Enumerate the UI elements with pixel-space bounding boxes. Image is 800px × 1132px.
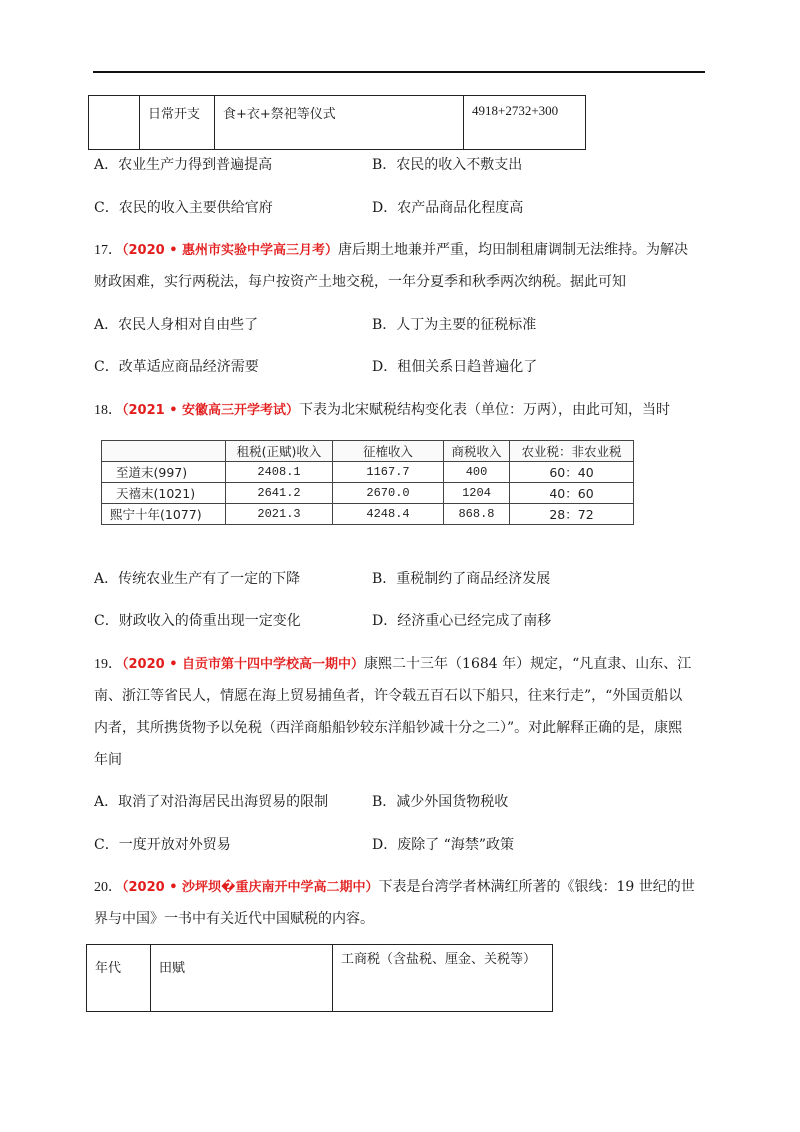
table-cell: 28：72	[510, 504, 634, 525]
table-cell: 400	[444, 462, 510, 483]
table-cell	[89, 96, 140, 150]
q19-option-d: D．废除了 “海禁”政策	[372, 837, 514, 853]
q16-option-a: A．农业生产力得到普遍提高	[94, 157, 273, 173]
table-cell: 2670.0	[333, 483, 444, 504]
question-number: 19．	[94, 657, 122, 672]
q16-option-b: B．农民的收入不敷支出	[372, 157, 523, 173]
table-cell: 1167.7	[333, 462, 444, 483]
table-header-cell: 征榷收入	[333, 441, 444, 462]
table-cell: 2641.2	[226, 483, 333, 504]
table-header-cell: 农业税：非农业税	[510, 441, 634, 462]
table-cell: 40：60	[510, 483, 634, 504]
q16-option-c: C．农民的收入主要供给官府	[94, 200, 273, 216]
table-row	[89, 96, 586, 150]
q19-stem-line3: 内者，其所携货物予以免税（西洋商船船钞较东洋船钞减十分之二）”。对此解释正确的是，康熙	[94, 720, 683, 736]
question-source: （2021 • 安徽高三开学考试）	[122, 403, 300, 418]
q18-option-d: D．经济重心已经完成了南移	[372, 613, 552, 629]
question-source: （2020 • 自贡市第十四中学校高一期中）	[122, 657, 365, 672]
table-header-row	[102, 441, 634, 462]
table-cell: 4248.4	[333, 504, 444, 525]
q17-option-b: B．人丁为主要的征税标准	[372, 317, 537, 333]
q17-stem-line1	[94, 239, 688, 259]
question-source: （2020 • 惠州市实验中学高三月考）	[122, 243, 339, 258]
table-header-cell: 年代	[87, 945, 151, 1012]
table-cell: 4918+2732+300	[464, 96, 586, 150]
q18-option-a: A．传统农业生产有了一定的下降	[94, 571, 301, 587]
table-cell: 1204	[444, 483, 510, 504]
table-cell: 日常开支	[140, 96, 215, 150]
q17-option-d: D．租佃关系日趋普遍化了	[372, 359, 538, 375]
song-tax-table	[101, 440, 634, 525]
q17-stem-line2: 财政困难，实行两税法，每户按资产土地交税，一年分夏季和秋季两次纳税。据此可知	[94, 274, 626, 290]
table-header-cell: 田赋	[151, 945, 333, 1012]
question-text: 唐后期土地兼并严重，均田制租庸调制无法维持。为解决	[338, 242, 689, 258]
table-header-cell	[102, 441, 226, 462]
question-number: 18．	[94, 403, 122, 418]
table-cell: 至道末(997)	[102, 462, 226, 483]
table-header-cell: 工商税（含盐税、厘金、关税等）	[333, 945, 553, 1012]
table-cell: 2408.1	[226, 462, 333, 483]
q18-option-b: B．重税制约了商品经济发展	[372, 571, 551, 587]
table-header-cell: 租税(正赋)收入	[226, 441, 333, 462]
question-text: 下表是台湾学者林满红所著的《银线：19 世纪的世	[378, 879, 695, 895]
table-cell: 熙宁十年(1077)	[102, 504, 226, 525]
q20-stem-line1	[94, 876, 695, 896]
q20-stem-line2: 界与中国》一书中有关近代中国赋税的内容。	[94, 911, 374, 927]
expense-table	[88, 95, 586, 150]
table-row	[102, 504, 634, 525]
question-text: 下表为北宋赋税结构变化表（单位：万两），由此可知，当时	[299, 402, 671, 418]
table-header-cell: 商税收入	[444, 441, 510, 462]
table-cell: 868.8	[444, 504, 510, 525]
q19-option-c: C．一度开放对外贸易	[94, 837, 231, 853]
q18-option-c: C．财政收入的倚重出现一定变化	[94, 613, 301, 629]
table-cell: 天禧末(1021)	[102, 483, 226, 504]
table-header-row	[87, 945, 553, 1012]
question-number: 17．	[94, 243, 122, 258]
table-row	[102, 462, 634, 483]
q19-option-a: A．取消了对沿海居民出海贸易的限制	[94, 794, 329, 810]
header-rule	[93, 71, 705, 73]
q19-stem-line1	[94, 653, 691, 673]
q18-stem	[94, 399, 670, 419]
q17-option-a: A．农民人身相对自由些了	[94, 317, 259, 333]
modern-tax-table	[86, 944, 553, 1012]
table-cell: 2021.3	[226, 504, 333, 525]
q16-option-d: D．农产品商品化程度高	[372, 200, 524, 216]
table-cell: 60：40	[510, 462, 634, 483]
q19-stem-line4: 年间	[94, 752, 122, 768]
table-row	[102, 483, 634, 504]
q17-option-c: C．改革适应商品经济需要	[94, 359, 259, 375]
table-cell: 食+衣+祭祀等仪式	[215, 96, 464, 150]
question-number: 20．	[94, 880, 122, 895]
question-source: （2020 • 沙坪坝�重庆南开中学高二期中）	[122, 880, 379, 895]
q19-option-b: B．减少外国货物税收	[372, 794, 509, 810]
q19-stem-line2: 南、浙江等省民人，情愿在海上贸易捕鱼者，许令载五百石以下船只，往来行走”，“外国贡船以	[94, 688, 683, 704]
question-text: 康熙二十三年（1684 年）规定，“凡直隶、山东、江	[364, 656, 692, 672]
